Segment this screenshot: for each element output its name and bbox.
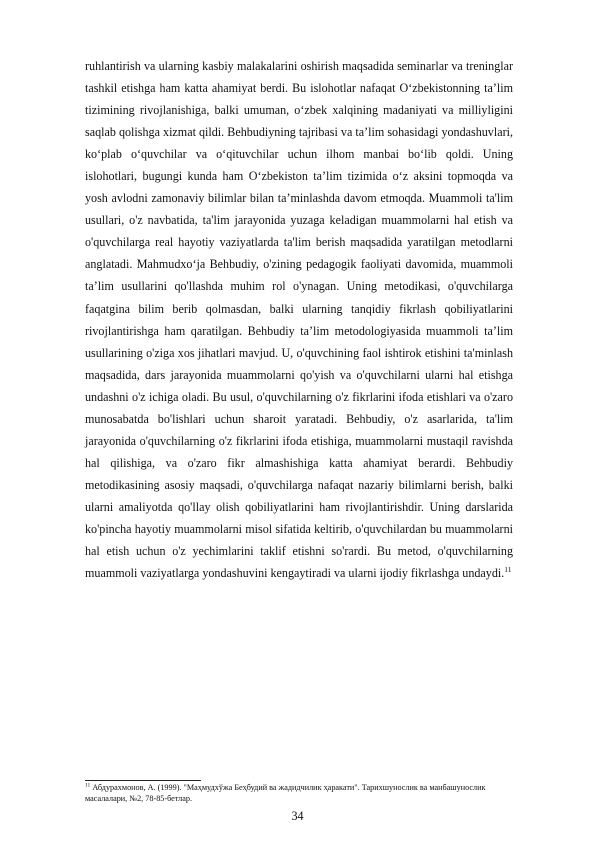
page-number: 34 <box>291 809 304 823</box>
paragraph-text: ruhlantirish va ularning kasbiy malakalarini oshirish maqsadida seminarlar va treninglar tashkil etishga ham katta ahamiyat berdi. Bu islohotlar nafaqat O‘zbekistonning ta’lim tizimining rivojlanishiga, balki umuman, o‘zbek xalqining madaniyati va milliyligini saqlab qolishga xizmat qildi. Behbudiyning tajribasi va ta’lim sohasidagi yondashuvlari, ko‘plab o‘quvchilar va o‘qituvchilar uchun ilhom manbai bo‘lib qoldi. Uning islohotlari, bugungi kunda ham O‘zbekiston ta’lim tizimida o‘z aksini topmoqda va yosh avlodni zamonaviy bilimlar bilan ta’minlashda davom etmoqda. Muammoli ta'lim usullari, o'z navbatida, ta'lim jarayonida yuzaga keladigan muammolarni hal etish va o'quvchilarga real hayotiy vaziyatlarda ta'lim berish maqsadida yaratilgan metodlarni anglatadi. Mahmudxo‘ja Behbudiy, o'zining pedagogik faoliyati davomida, muammoli ta’lim usullarini qo'llashda muhim rol o'ynagan. Uning metodikasi, o'quvchilarga faqatgina bilim berib qolmasdan, balki ularning tanqidiy fikrlash qobiliyatlarini rivojlantirishga ham qaratilgan. Behbudiy ta’lim metodologiyasida muammoli ta’lim usullarining o'ziga xos jihatlari mavjud. U, o'quvchining faol ishtirok etishini ta'minlash maqsadida, dars jarayonida muammolarni qo'yish va o'quvchilarni ularni hal etishga undashni o'z ichiga oladi. Bu usul, o'quvchilarning o'z fikrlarini ifoda etishlari va o'zaro munosabatda bo'lishlari uchun sharoit yaratadi. Behbudiy, o'z asarlarida, ta'lim jarayonida o'quvchilarning o'z fikrlarini ifoda etishiga, muammolarni mustaqil ravishda hal qilishiga, va o'zaro fikr almashishiga katta ahamiyat berardi. Behbudiy metodikasining asosiy maqsadi, o'quvchilarga nafaqat nazariy bilimlarni berish, balki ularni amaliyotda qo'llay olish qobiliyatlarini ham rivojlantirishdir. Uning darslarida ko'pincha hayotiy muammolarni misol sifatida keltirib, o'quvchilardan bu muammolarni hal etish uchun o'z yechimlarini taklif etishni so'rardi. Bu metod, o'quvchilarning muammoli vaziyatlarga yondashuvini kengaytiradi va ularni ijodiy fikrlashga undaydi. <box>85 59 513 581</box>
body-paragraph <box>85 55 513 584</box>
footnote-text: Абдурахмонов, А. (1999). "Маҳмудхўжа Беҳбудий ва жадидчилик ҳаракати". Тарихшунослик ва манбашунослик масалалари, №2, 78-85-бетлар. <box>85 783 486 804</box>
footnote <box>85 782 513 804</box>
footnote-separator <box>85 780 201 781</box>
footnote-reference[interactable]: 11 <box>504 565 512 575</box>
footnote-number: 11 <box>85 782 91 789</box>
